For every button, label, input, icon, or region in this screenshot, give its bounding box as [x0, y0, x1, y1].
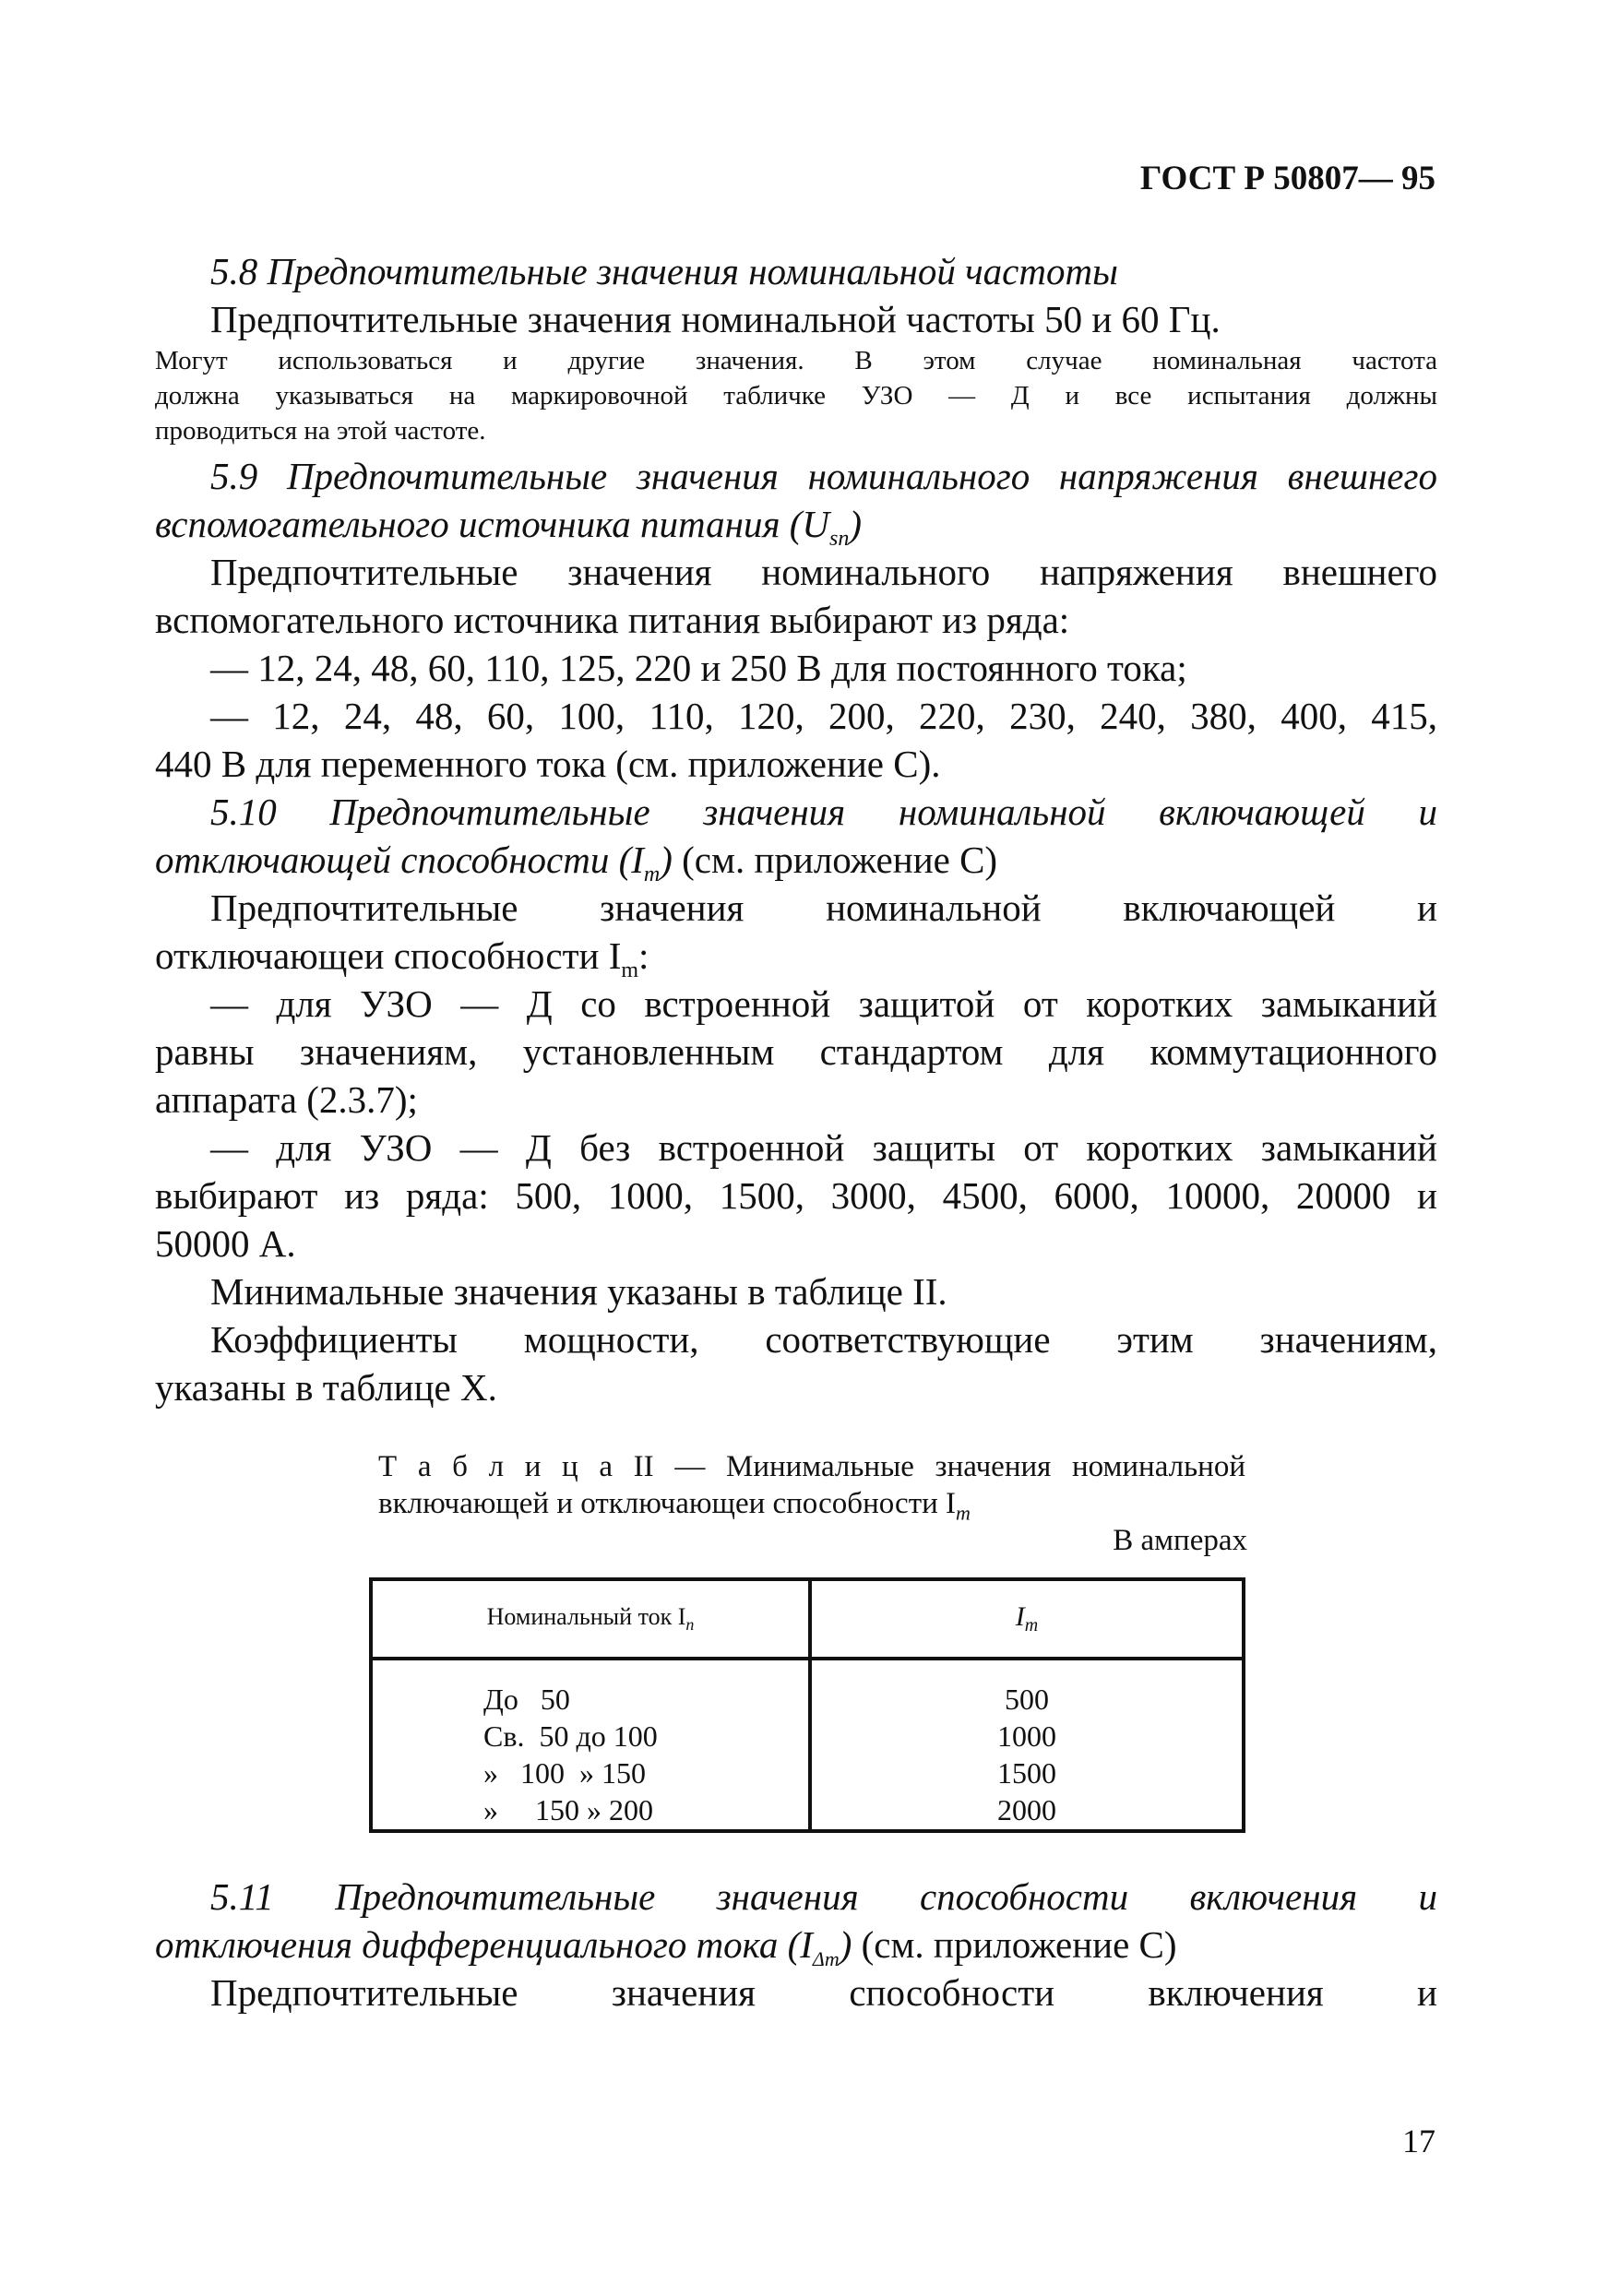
- subscript: sn: [829, 527, 850, 552]
- item-2-line-1: — для УЗО — Д без встроенной защиты от коротких замыканий: [210, 1126, 1437, 1169]
- table-cell: » 100 » 150: [483, 1756, 646, 1790]
- im-column: [810, 1659, 1244, 1831]
- heading-end: ): [849, 503, 863, 545]
- subscript: n: [685, 1615, 695, 1635]
- min-values-table: [369, 1577, 1245, 1833]
- table-cell: 1500: [997, 1756, 1056, 1790]
- power-factor-line-1: Коэффициенты мощности, соответствующие этим значениям,: [210, 1318, 1437, 1361]
- section-5-8-heading: 5.8 Предпочтительные значения номинальной частоты: [210, 250, 1118, 292]
- table-cell: 500: [1005, 1683, 1049, 1716]
- heading-ref: (см. приложение С): [852, 1923, 1177, 1966]
- table-cell: Св. 50 до 100: [483, 1719, 658, 1753]
- section-5-10-text-line-1: Предпочтительные значения номинальной включающей и: [210, 886, 1437, 929]
- ac-voltages-line-1: — 12, 24, 48, 60, 100, 110, 120, 200, 220, 230, 240, 380, 400, 415,: [210, 695, 1437, 737]
- heading-ref: (см. приложение С): [672, 839, 998, 881]
- section-5-11-text-line-1: Предпочтительные значения способности включения и: [210, 1971, 1437, 2014]
- section-5-9-text-line-2: вспомогательного источника питания выбирают из ряда:: [155, 599, 1070, 641]
- subscript: m: [956, 1501, 971, 1525]
- note-line-1: Могут использоваться и другие значения. В этом случае номинальная частота: [155, 346, 1437, 375]
- text: отключающеи способности I: [155, 934, 622, 977]
- column-header-rated-current: [371, 1579, 810, 1659]
- header-text: I: [1015, 1600, 1025, 1632]
- section-5-9-heading-line-1: 5.9 Предпочтительные значения номинального напряжения внешнего: [210, 455, 1437, 497]
- section-5-9-text-line-1: Предпочтительные значения номинального напряжения внешнего: [210, 551, 1437, 593]
- table-cell: До 50: [483, 1683, 570, 1716]
- table-unit: В амперах: [1113, 1524, 1247, 1557]
- text-end: :: [638, 934, 649, 977]
- note-line-2: должна указываться на маркировочной табличке УЗО — Д и все испытания должны: [155, 381, 1437, 410]
- heading-text: вспомогательного источника питания (U: [155, 503, 830, 545]
- section-5-10-heading-line-1: 5.10 Предпочтительные значения номинальной включающей и: [210, 791, 1437, 833]
- table-cell: » 150 » 200: [483, 1793, 653, 1826]
- document-header: ГОСТ Р 50807— 95: [1139, 160, 1435, 197]
- ac-voltages-line-2: 440 В для переменного тока (см. приложение С).: [155, 743, 941, 785]
- heading-text: отключающей способности (I: [155, 839, 644, 881]
- column-header-im: [810, 1579, 1244, 1659]
- item-1-line-3: аппарата (2.3.7);: [155, 1078, 418, 1121]
- min-values-text: Минимальные значения указаны в таблице II.: [210, 1270, 947, 1313]
- table-cell: 2000: [997, 1793, 1056, 1826]
- heading-text: отключения дифференциального тока (I: [155, 1923, 813, 1966]
- item-1-line-1: — для УЗО — Д со встроенной защитой от коротких замыканий: [210, 982, 1437, 1025]
- section-5-8-text: Предпочтительные значения номинальной частоты 50 и 60 Гц.: [210, 298, 1221, 340]
- dc-voltages: — 12, 24, 48, 60, 110, 125, 220 и 250 В для постоянного тока;: [210, 647, 1187, 689]
- heading-end: ): [660, 839, 673, 881]
- header-text: Номинальный ток I: [486, 1602, 686, 1630]
- rated-current-column: [371, 1659, 810, 1831]
- table-cell: 1000: [997, 1719, 1056, 1753]
- item-2-line-2: выбирают из ряда: 500, 1000, 1500, 3000, 4500, 6000, 10000, 20000 и: [155, 1174, 1437, 1217]
- caption-text: включающей и отключающеи способности I: [378, 1487, 957, 1520]
- page-number: 17: [1402, 2123, 1435, 2159]
- subscript: m: [1024, 1615, 1039, 1636]
- item-2-line-3: 50000 А.: [155, 1222, 296, 1265]
- table-caption-line-1: Т а б л и ц а II — Минимальные значения номинальной: [378, 1450, 1245, 1483]
- power-factor-line-2: указаны в таблице X.: [155, 1366, 497, 1409]
- note-line-3: проводиться на этой частоте.: [155, 416, 486, 446]
- section-5-11-heading-line-1: 5.11 Предпочтительные значения способности включения и: [210, 1875, 1437, 1918]
- subscript: Δm: [812, 1947, 840, 1971]
- item-1-line-2: равны значениям, установленным стандартом для коммутационного: [155, 1030, 1437, 1073]
- heading-end: ): [839, 1923, 852, 1966]
- subscript: m: [621, 958, 639, 983]
- subscript: m: [643, 862, 661, 887]
